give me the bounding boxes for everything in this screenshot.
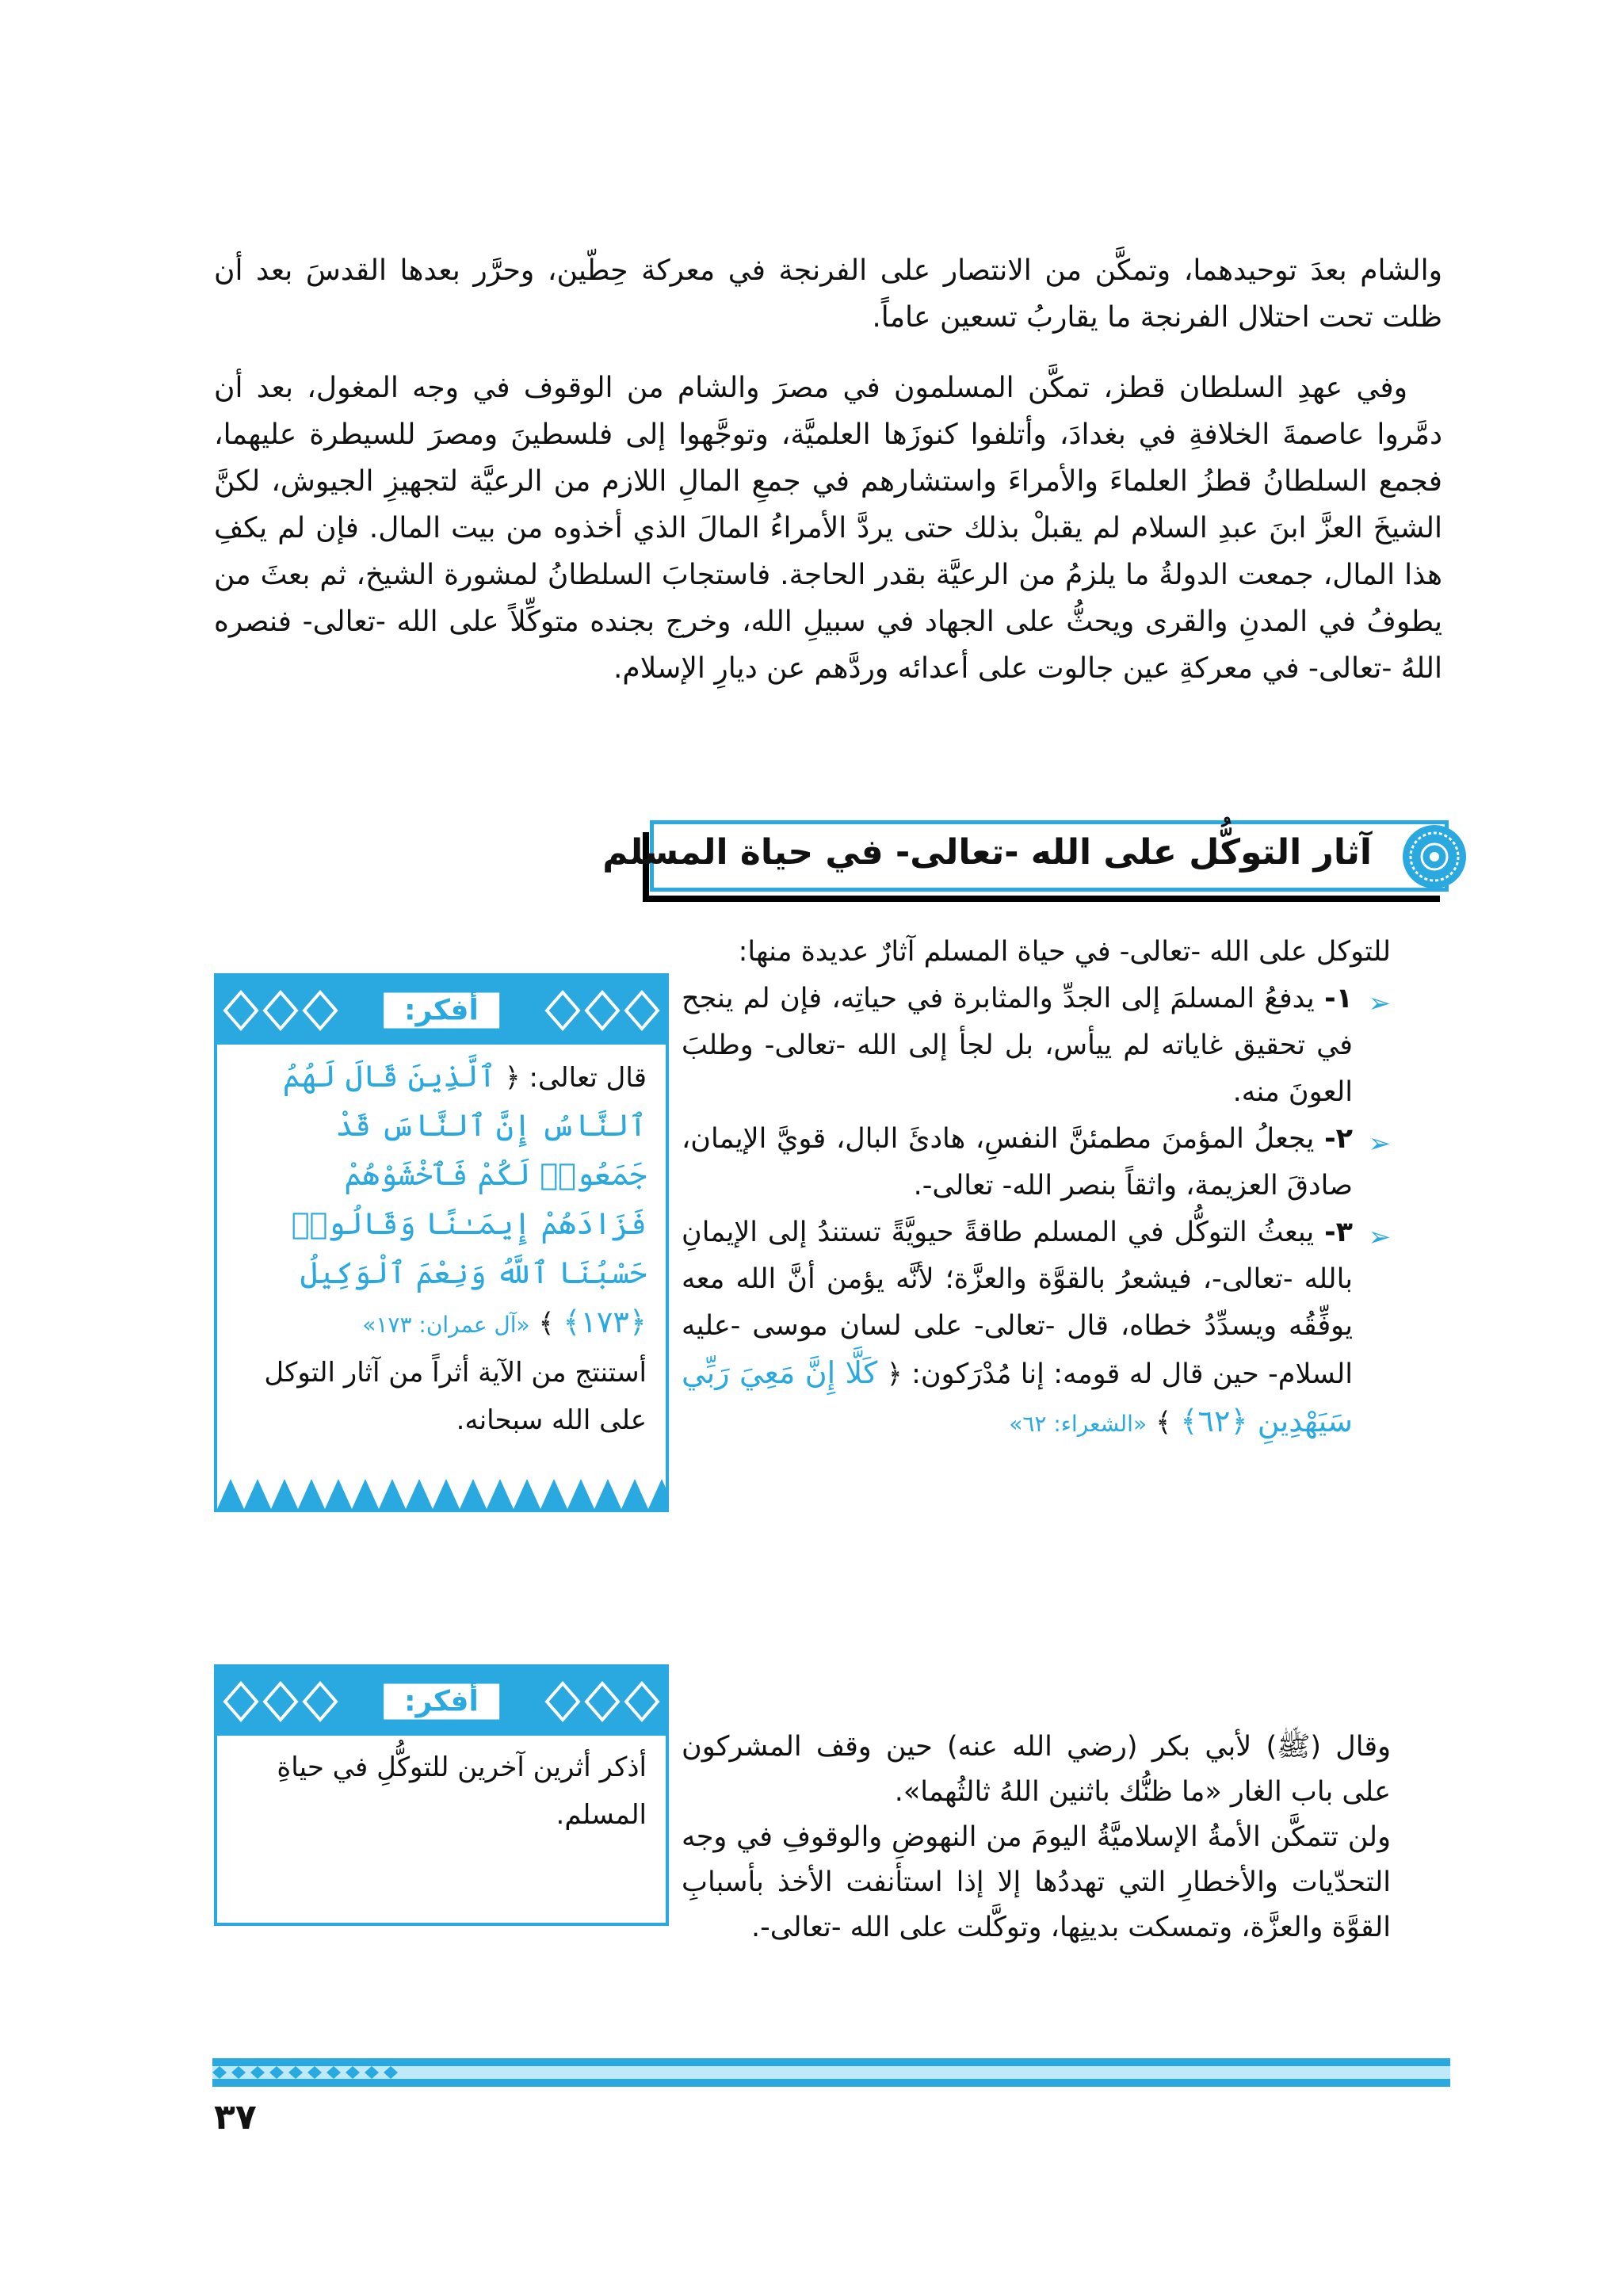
quran-intro: قال تعالى: — [529, 1062, 647, 1094]
pointer-arrow-icon: ➢ — [1368, 1128, 1391, 1159]
item-text: يدفعُ المسلمَ إلى الجدِّ والمثابرة في حياتِه، فإن لم ينجح في تحقيق غاياته لم ييأس، بل لجأ إلى الله -تعالى- وطلبَ العونَ منه. — [682, 983, 1353, 1108]
triangle-pattern-band — [217, 1473, 666, 1509]
ornate-bracket: ﴿ — [886, 1358, 903, 1390]
effects-column — [682, 929, 1391, 1447]
think-title: أفكر: — [384, 993, 499, 1029]
think-box-body — [217, 1045, 666, 1452]
paragraph-abubakr: وقال (ﷺ) لأبي بكر (رضي الله عنه) حين وقف المشركون على باب الغار «ما ظنُّك باثنين اللهُ ثالثُهما». — [682, 1731, 1391, 1808]
effect-item-3 — [682, 1209, 1391, 1447]
think-task: أذكر أثرين آخرين للتوكُّلِ في حياةِ المسلم. — [277, 1752, 647, 1831]
think-title: أفكر: — [384, 1684, 499, 1720]
think-box-verse — [214, 973, 669, 1512]
verse-reference: «آل عمران: ١٧٣» — [362, 1312, 530, 1338]
ornate-bracket: ﴿ — [504, 1062, 521, 1094]
verse-reference: «الشعراء: ٦٢» — [1009, 1411, 1148, 1437]
item-number: ٣- — [1324, 1217, 1353, 1248]
closing-paragraphs — [682, 1725, 1391, 1950]
effects-intro: للتوكل على الله -تعالى- في حياة المسلم آثارٌ عديدة منها: — [738, 936, 1391, 968]
think-box-header — [217, 976, 666, 1045]
quran-verse: ٱلَّذِينَ قَالَ لَهُمُ ٱلنَّاسُ إِنَّ ٱلنَّاسَ قَدْ جَمَعُوا۟ لَكُمْ فَٱخْشَوْهُمْ فَزَادَهُمْ إِيمَـٰنًا وَقَالُوا۟ حَسْبُنَا ٱللَّهُ وَنِعْمَ ٱلْوَكِيلُ ﴿١٧٣﴾ — [282, 1059, 647, 1339]
think-box-header — [217, 1668, 666, 1736]
quran-verse: كَلَّا إِنَّ مَعِيَ رَبِّي سَيَهْدِينِ ﴿٦٢﴾ — [682, 1355, 1353, 1438]
paragraph-qutuz: وفي عهدِ السلطان قطز، تمكَّن المسلمون في مصرَ والشام من الوقوف في وجه المغول، بعد أن دمَّروا عاصمةَ الخلافةِ في بغدادَ، وأتلفوا كنوزَها العلميَّة، وتوجَّهوا إلى فلسطينَ ومصرَ للسيطرة عليهما، فجمع السلطانُ قطزُ العلماءَ والأمراءَ واستشارهم في جمعِ المالِ اللازم من الرعيَّة لتجهيزِ الجيوش، لكنَّ الشيخَ العزَّ ابنَ عبدِ السلام لم يقبلْ بذلك حتى يردَّ الأمراءُ المالَ الذي أخذوه من بيت المال. فإن لم يكفِ هذا المال، جمعت الدولةُ ما يلزمُ من الرعيَّة بقدر الحاجة. فاستجابَ السلطانُ لمشورة الشيخ، ثم بعثَ من يطوفُ في المدنِ والقرى ويحثُّ على الجهاد في سبيلِ الله، وخرج بجنده متوكِّلاً على الله -تعالى- فنصره اللهُ -تعالى- في معركةِ عين جالوت على أعدائه وردَّهم عن ديارِ الإسلام. — [214, 372, 1442, 685]
ornate-bracket: ﴾ — [538, 1308, 555, 1339]
section-title: آثار التوكُّل على الله -تعالى- في حياة المسلم — [602, 832, 1372, 873]
item-text: يجعلُ المؤمنَ مطمئنَّ النفسِ، هادئَ البال، قويَّ الإيمان، صادقَ العزيمة، واثقاً بنصر الله- تعالى-. — [682, 1123, 1353, 1201]
pointer-arrow-icon: ➢ — [1368, 1221, 1391, 1253]
section-heading — [602, 820, 1449, 892]
item-number: ٢- — [1324, 1123, 1353, 1155]
paragraph-intro: والشام بعدَ توحيدهما، وتمكَّن من الانتصار على الفرنجة في معركة حِطّين، وحرَّر بعدها القدسَ بعد أن ظلت تحت احتلال الفرنجة ما يقاربُ تسعين عاماً. — [214, 254, 1442, 334]
ornate-bracket: ﴾ — [1155, 1407, 1172, 1438]
item-number: ١- — [1324, 983, 1353, 1014]
think-box-body — [217, 1736, 666, 1847]
effect-item-1 — [682, 976, 1391, 1116]
pointer-arrow-icon: ➢ — [1368, 988, 1391, 1019]
item-text: يبعثُ التوكُّل في المسلم طاقةً حيويَّةً تستندُ إلى الإيمانِ بالله -تعالى-، فيشعرُ بالقوَّة والعزَّة؛ لأنَّه يؤمن أنَّ الله معه يوفِّقُه ويسدِّدُ خطاه، قال -تعالى- على لسان موسى -عليه السلام- حين قال له قومه: إنا مُدْرَكون: — [682, 1217, 1353, 1390]
effect-item-2 — [682, 1116, 1391, 1209]
think-task: أستنتج من الآية أثراً من آثار التوكل على الله سبحانه. — [264, 1357, 647, 1436]
page-number: ٣٧ — [214, 2097, 257, 2137]
decorative-rule — [212, 2058, 1450, 2087]
ornament-icon — [1400, 823, 1468, 891]
think-box-task — [214, 1664, 669, 1926]
paragraph-umma: ولن تتمكَّن الأمةُ الإسلاميَّةُ اليومَ من النهوضِ والوقوفِ في وجه التحدّيات والأخطارِ التي تهددُها إلا إذا استأنفت الأخذ بأسبابِ القوَّة والعزَّة، وتمسكت بدينِها، وتوكَّلت على الله -تعالى-. — [682, 1821, 1391, 1943]
think-box-footer — [217, 1473, 666, 1509]
